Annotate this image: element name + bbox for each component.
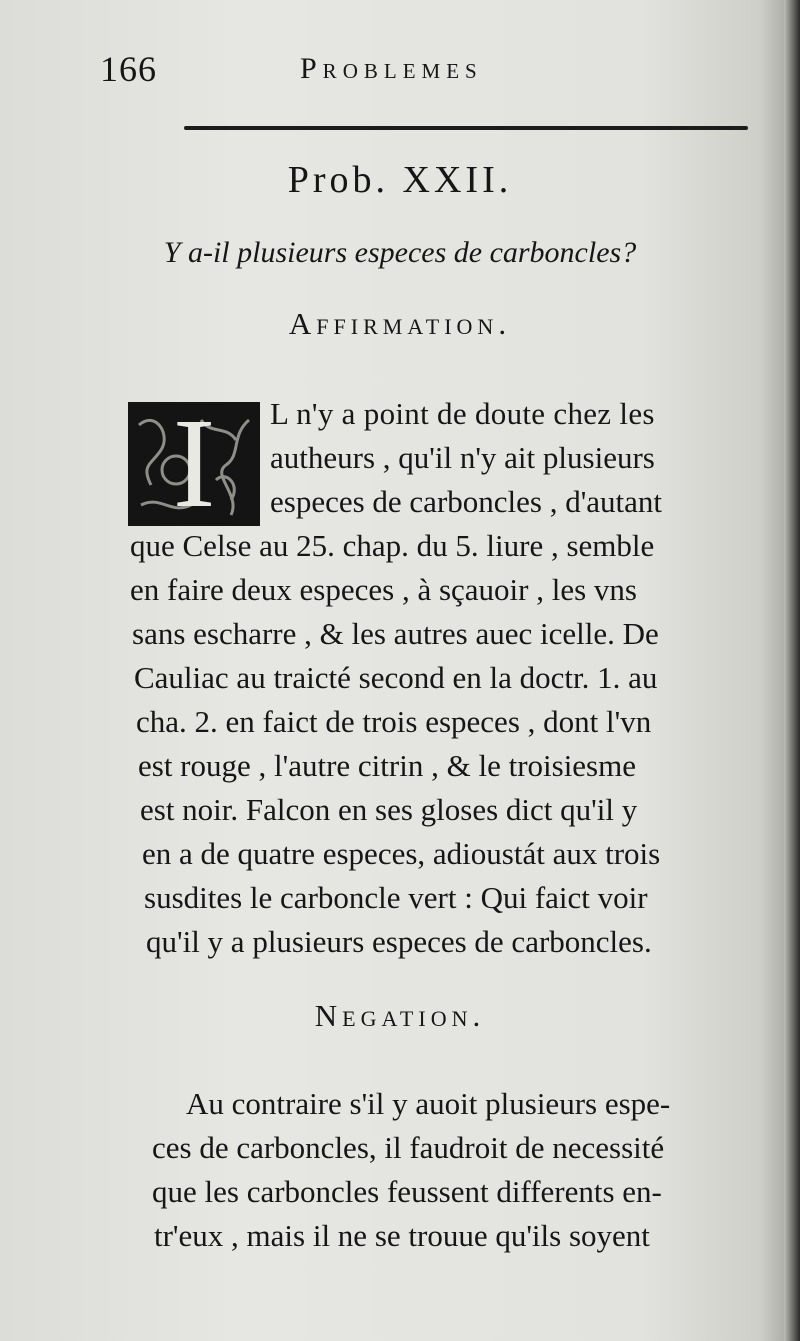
text-line: en a de quatre especes, adioustát aux trois [142,836,661,871]
negation-heading: Negation. [314,998,486,1033]
text-line: L n'y a point de doute chez les [270,396,655,431]
problem-title: Prob. XXII. [287,159,513,201]
text-line: cha. 2. en faict de trois especes , dont l'vn [136,704,652,739]
header-rule [184,126,748,130]
text-line: especes de carboncles , d'autant [270,484,663,519]
ornamental-drop-cap [128,402,260,526]
text-line: que Celse au 25. chap. du 5. liure , semble [130,528,655,563]
text-line: sans escharre , & les autres auec icelle. De [132,616,659,651]
text-line: est rouge , l'autre citrin , & le troisiesme [138,748,636,783]
text-line: autheurs , qu'il n'y ait plusieurs [270,440,655,475]
page-number: 166 [100,49,157,89]
affirmation-heading: Affirmation. [288,306,512,341]
text-line: Au contraire s'il y auoit plusieurs espe- [186,1086,671,1121]
text-line: tr'eux , mais il ne se trouue qu'ils soyent [154,1218,650,1253]
page-header [100,48,760,92]
problem-question: Y a-il plusieurs especes de carboncles? [163,236,637,269]
text-line: ces de carboncles, il faudroit de necessité [152,1130,665,1165]
text-line: en faire deux especes , à sçauoir , les vns [130,572,637,607]
text-line: Cauliac au traicté second en la doctr. 1. au [134,660,658,695]
text-line: est noir. Falcon en ses gloses dict qu'il y [140,792,638,827]
text-line: qu'il y a plusieurs especes de carboncles. [146,924,652,959]
running-head: Problemes [300,52,483,85]
drop-cap-letter: I [172,402,216,526]
text-line: que les carboncles feussent differents en- [152,1174,662,1209]
text-line: susdites le carboncle vert : Qui faict voir [144,880,648,915]
